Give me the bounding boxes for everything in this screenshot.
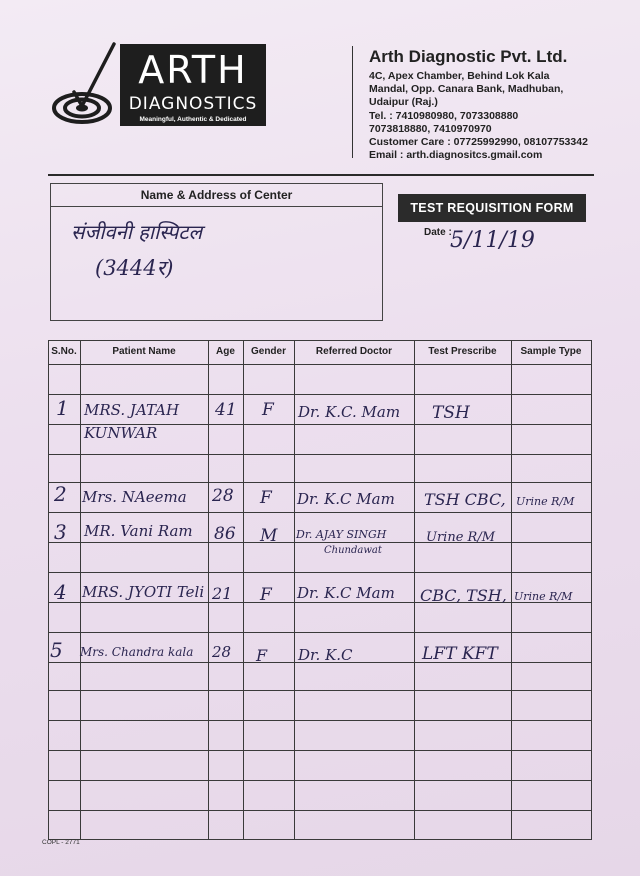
center-address-box xyxy=(50,183,383,321)
address-line: Mandal, Opp. Canara Bank, Madhuban, xyxy=(369,83,564,96)
entry-gender: F xyxy=(260,488,272,508)
col-header-sno: S.No. xyxy=(51,346,77,357)
entry-gender: F xyxy=(262,400,274,420)
logo-text-box xyxy=(120,44,266,126)
entry-doctor: Dr. AJAY SINGH xyxy=(296,528,387,541)
form-title: TEST REQUISITION FORM xyxy=(398,194,586,222)
entry-gender: F xyxy=(260,585,272,605)
col-header-age: Age xyxy=(216,346,235,357)
entry-patient-name: Mrs. Chandra kala xyxy=(80,645,194,659)
center-box-heading: Name & Address of Center xyxy=(51,184,382,207)
entry-sno: 1 xyxy=(56,396,69,420)
entry-sno: 3 xyxy=(54,520,67,544)
entry-sno: 2 xyxy=(54,482,67,506)
date-label: Date : xyxy=(424,227,452,238)
header-rule xyxy=(48,174,594,176)
entry-age: 21 xyxy=(212,584,233,603)
header-divider xyxy=(352,46,353,158)
entry-doctor: Dr. K.C Mam xyxy=(297,584,395,602)
entry-patient-name: Mrs. NAeema xyxy=(82,488,187,506)
company-name: Arth Diagnostic Pvt. Ltd. xyxy=(369,47,568,66)
center-place-handwritten: (3444र) xyxy=(95,256,174,280)
entry-age: 28 xyxy=(212,643,232,661)
email-line: Email : arth.diagnositcs.gmail.com xyxy=(369,149,543,162)
entry-doctor-cont: Chundawat xyxy=(324,545,382,556)
entry-test: TSH CBC, xyxy=(424,490,506,509)
entry-patient-name: MRS. JATAH xyxy=(84,401,180,419)
entry-doctor: Dr. K.C Mam xyxy=(297,490,395,508)
form-code: COPL - 2771 xyxy=(42,839,80,846)
col-header-test-prescribe: Test Prescribe xyxy=(428,346,497,357)
entry-test: LFT KFT xyxy=(422,644,498,664)
entry-doctor: Dr. K.C. Mam xyxy=(298,403,401,421)
entry-test: CBC, TSH, xyxy=(420,586,507,605)
entry-age: 41 xyxy=(215,400,237,420)
phone-line: 7073818880, 7410970970 xyxy=(369,122,492,135)
entry-patient-name-cont: KUNWAR xyxy=(84,424,158,442)
entry-sample: Urine R/M xyxy=(516,495,575,508)
entry-patient-name: MRS. JYOTI Teli xyxy=(82,583,205,601)
entry-age: 28 xyxy=(212,486,234,506)
company-address xyxy=(369,70,588,162)
center-name-handwritten: संजीवनी हास्पिटल xyxy=(71,220,203,244)
entry-sample: Urine R/M xyxy=(514,590,573,603)
entry-gender: F xyxy=(256,646,268,665)
target-checkmark-icon xyxy=(52,40,120,128)
logo-brand-text: ARTH xyxy=(138,48,248,92)
col-header-referred-doctor: Referred Doctor xyxy=(315,346,393,357)
col-header-gender: Gender xyxy=(250,346,286,357)
entry-age: 86 xyxy=(214,524,236,544)
entry-patient-name: MR. Vani Ram xyxy=(84,522,193,540)
col-header-sample-type: Sample Type xyxy=(520,346,582,357)
entry-test: TSH xyxy=(432,403,470,423)
patient-table xyxy=(48,340,592,840)
customer-care-line: Customer Care : 07725992990, 08107753342 xyxy=(369,136,588,149)
address-line: Udaipur (Raj.) xyxy=(369,96,438,109)
address-line: 4C, Apex Chamber, Behind Lok Kala xyxy=(369,70,550,82)
phone-line: Tel. : 7410980980, 7073308880 xyxy=(369,109,519,122)
entry-gender: M xyxy=(260,526,278,546)
date-value: 5/11/19 xyxy=(450,228,535,253)
brand-logo xyxy=(52,40,270,128)
entry-doctor: Dr. K.C xyxy=(298,646,353,664)
col-header-patient-name: Patient Name xyxy=(112,346,176,357)
entry-test: Urine R/M xyxy=(426,530,496,545)
entry-sno: 4 xyxy=(54,580,67,604)
logo-sub-text: DIAGNOSTICS xyxy=(128,94,258,114)
logo-tagline: Meaningful, Authentic & Dedicated xyxy=(139,116,247,123)
entry-sno: 5 xyxy=(50,638,63,662)
